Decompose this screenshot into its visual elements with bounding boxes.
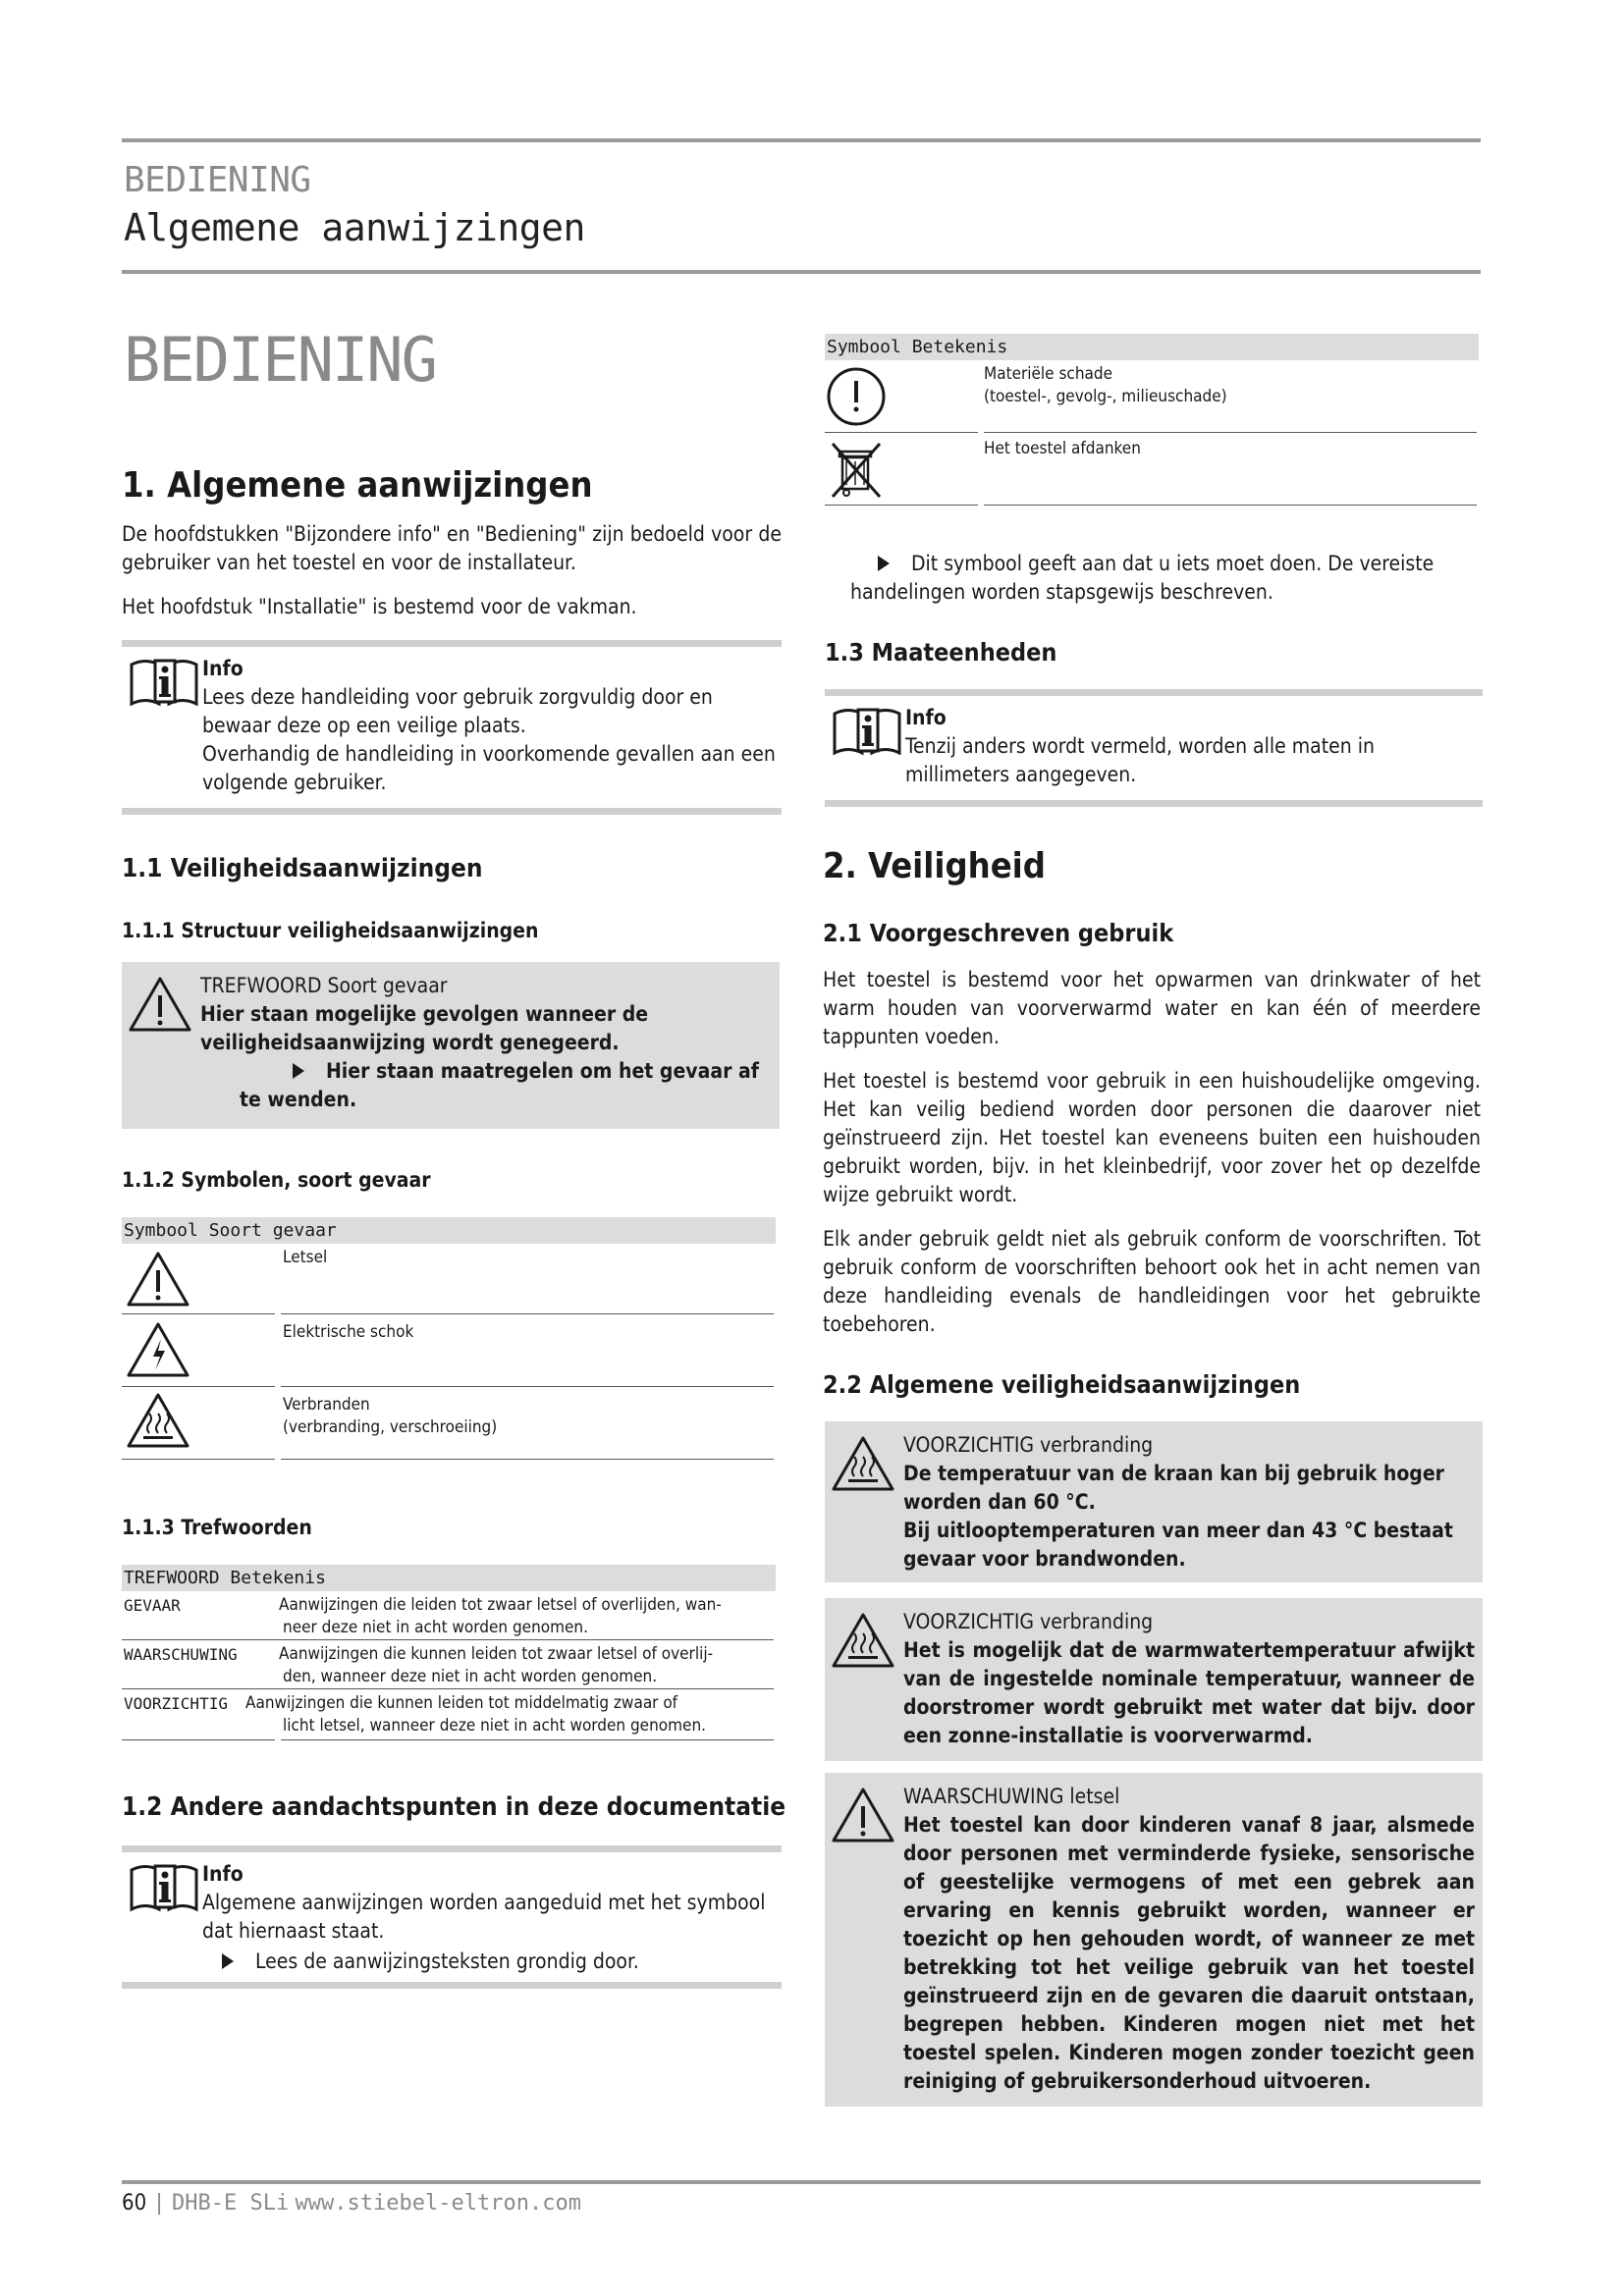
keyword-table-header: [122, 1565, 776, 1591]
burn-hazard-icon: [126, 1392, 190, 1449]
info-book-icon: [831, 704, 903, 757]
section-1-p1: De hoofdstukken "Bijzondere info" en "Bediening" zijn bedoeld voor de gebruiker van het toestel en voor de installateur.: [122, 522, 782, 574]
symbol-table-header: [122, 1217, 776, 1244]
info-box-1: [122, 640, 782, 815]
caution-1-head: VOORZICHTIG verbranding: [903, 1433, 1154, 1457]
warning-text: Hier staan mogelijke gevolgen wanneer de veiligheidsaanwijzing wordt genegeerd.: [200, 1002, 649, 1054]
warning-triangle-icon: [128, 976, 192, 1033]
keyword-row-2-text2: den, wanneer deze niet in acht worden genomen.: [283, 1667, 658, 1686]
info-title: Info: [202, 657, 244, 680]
electric-shock-icon: [126, 1321, 190, 1378]
caution-2-head: VOORZICHTIG verbranding: [903, 1610, 1154, 1633]
section-1-1-3-title: 1.1.3 Trefwoorden: [122, 1516, 312, 1539]
material-row-2: Het toestel afdanken: [984, 439, 1141, 458]
section-1-3-title: 1.3 Maateenheden: [825, 638, 1057, 667]
info-action: Lees de aanwijzingsteksten grondig door.: [202, 1948, 778, 1976]
keyword-row-1-word: GEVAAR: [124, 1596, 181, 1615]
symbol-row-3-sub: (verbranding, verschroeiing): [283, 1417, 498, 1437]
footer-separator: |: [152, 2191, 166, 2216]
info-box-2: [122, 1845, 782, 1989]
keyword-row-3-text1: Aanwijzingen die kunnen leiden tot middelmatig zwaar of: [245, 1693, 678, 1713]
caution-box-2: [825, 1598, 1483, 1761]
keyword-row-2-text1: Aanwijzingen die kunnen leiden tot zwaar letsel of overlij-: [279, 1644, 714, 1664]
section-1-text: [122, 520, 782, 637]
caution-2-text: Het is mogelijk dat de warmwatertemperatuur afwijkt van de ingestelde nominale temperatuur, wanneer de doorstromer wordt gebruikt met water dat bijv. door een zonne-installatie is voorverwarmd.: [903, 1638, 1475, 1747]
footer: [122, 2191, 581, 2216]
section-2-1-p1: Het toestel is bestemd voor het opwarmen van drinkwater of het warm houden van voorverwarmd water en kan één of meerdere tappunten voeden.: [823, 968, 1481, 1048]
section-2-1-p2: Het toestel is bestemd voor gebruik in een huishoudelijke omgeving. Het kan veilig bediend worden door personen die daarover niet geïnstrueerd zijn. Het toestel kan eveneens buiten een huishouden gebruikt worden, bijv. in het kleinbedrijf, voor zover het op dezelfde wijze gebruikt wordt.: [823, 1069, 1481, 1206]
arrow-icon: [878, 556, 890, 571]
header-rule-top: [122, 138, 1481, 142]
warning-general-icon: [126, 1251, 190, 1308]
info-title: Info: [202, 1862, 244, 1886]
arrow-icon: [293, 1063, 304, 1079]
header-rule-bottom: [122, 270, 1481, 274]
keyword-col-2: Betekenis: [230, 1568, 326, 1588]
keyword-row-1-text2: neer deze niet in acht worden genomen.: [283, 1618, 588, 1637]
keyword-row-1-text1: Aanwijzingen die leiden tot zwaar letsel of overlijden, wan-: [279, 1595, 722, 1615]
warning-triangle-icon: [831, 1787, 895, 1843]
keyword-row-2-word: WAARSCHUWING: [124, 1645, 238, 1664]
caution-1-text: De temperatuur van de kraan kan bij gebruik hoger worden dan 60 °C.: [903, 1462, 1444, 1514]
symbol-row-1-label: Letsel: [283, 1248, 328, 1267]
symbol-row-3-label: Verbranden: [283, 1395, 370, 1415]
info-book-icon: [128, 655, 200, 708]
info-book-icon: [128, 1860, 200, 1913]
warning-head: TREFWOORD Soort gevaar: [200, 974, 448, 997]
section-1-1-title: 1.1 Veiligheidsaanwijzingen: [122, 854, 483, 883]
burn-hazard-icon: [831, 1435, 895, 1492]
material-table-header: [825, 334, 1479, 360]
warning-action: Hier staan maatregelen om het gevaar af te wenden.: [240, 1059, 759, 1111]
caution-box-1: [825, 1421, 1483, 1582]
page-number: 60: [122, 2191, 147, 2216]
section-2-2-title: 2.2 Algemene veiligheidsaanwijzingen: [823, 1370, 1301, 1399]
material-row-1-a: Materiële schade: [984, 364, 1113, 384]
section-1-title: 1. Algemene aanwijzingen: [122, 465, 593, 506]
header-title: Algemene aanwijzingen: [124, 206, 585, 249]
structure-warning-box: [122, 962, 780, 1129]
material-col-1: Symbool: [827, 337, 901, 357]
disposal-bin-icon: [825, 438, 888, 501]
material-row-1-b: (toestel-, gevolg-, milieuschade): [984, 387, 1227, 406]
header-section: BEDIENING: [124, 160, 311, 200]
symbol-col-1: Symbool: [124, 1220, 198, 1241]
warning-box-children: [825, 1773, 1483, 2107]
keyword-col-1: TREFWOORD: [124, 1568, 220, 1588]
symbol-col-2: Soort gevaar: [208, 1220, 337, 1241]
keyword-row-3-word: VOORZICHTIG: [124, 1694, 228, 1713]
caution-1-text-2: Bij uitlooptemperaturen van meer dan 43 °C bestaat gevaar voor brandwonden.: [903, 1519, 1453, 1571]
section-2-1-p3: Elk ander gebruik geldt niet als gebruik conform de voorschriften. Tot gebruik conform de voorschriften behoort ook het in acht nemen van deze handleiding evenals de handleidingen voor het gebruikte toebehoren.: [823, 1227, 1481, 1336]
arrow-icon: [222, 1953, 234, 1969]
info-text-2: Overhandig de handleiding in voorkomende gevallen aan een volgende gebruiker.: [202, 742, 776, 794]
page-title: BEDIENING: [124, 324, 436, 396]
section-2-1-title: 2.1 Voorgeschreven gebruik: [823, 919, 1174, 947]
info-text: Algemene aanwijzingen worden aangeduid met het symbool dat hiernaast staat.: [202, 1891, 766, 1943]
section-1-p2: Het hoofdstuk "Installatie" is bestemd voor de vakman.: [122, 595, 637, 618]
symbol-row-2-label: Elektrische schok: [283, 1322, 414, 1342]
material-col-2: Betekenis: [911, 337, 1008, 357]
info-text: Tenzij anders wordt vermeld, worden alle maten in millimeters aangegeven.: [905, 734, 1375, 786]
footer-model: DHB-E SLi: [172, 2191, 290, 2216]
section-1-1-2-title: 1.1.2 Symbolen, soort gevaar: [122, 1168, 431, 1192]
info-title: Info: [905, 706, 947, 729]
warning-3-text: Het toestel kan door kinderen vanaf 8 jaar, alsmede door personen met verminderde fysieke, sensorische of geestelijke vermogens of met een gebrek aan ervaring en kennis gebruikt worden, wanneer er toezicht op hen gehouden wordt, of wanneer ze met betrekking tot het veilige gebruik van het toestel geïnstrueerd zijn en de gevaren die daaruit ontstaan, begrepen hebben. Kinderen mogen niet met het toestel spelen. Kinderen mogen zonder toezicht geen reiniging of gebruikersonderhoud uitvoeren.: [903, 1813, 1475, 2093]
footer-rule: [122, 2180, 1481, 2184]
exclamation-circle-icon: [825, 365, 888, 428]
keyword-row-3-text2: licht letsel, wanneer deze niet in acht worden genomen.: [283, 1716, 707, 1735]
section-1-2-title: 1.2 Andere aandachtspunten in deze documentatie: [122, 1792, 786, 1822]
section-2-title: 2. Veiligheid: [823, 846, 1046, 886]
info-text: Lees deze handleiding voor gebruik zorgvuldig door en bewaar deze op een veilige plaats.: [202, 685, 713, 737]
warning-3-head: WAARSCHUWING letsel: [903, 1785, 1120, 1808]
burn-hazard-icon: [831, 1612, 895, 1669]
footer-url: www.stiebel-eltron.com: [295, 2191, 581, 2216]
section-1-1-1-title: 1.1.1 Structuur veiligheidsaanwijzingen: [122, 919, 539, 942]
info-box-3: [825, 689, 1483, 807]
section-2-1-text: [823, 966, 1481, 1355]
action-symbol-text: Dit symbool geeft aan dat u iets moet doen. De vereiste handelingen worden stapsgewijs beschreven.: [850, 552, 1435, 604]
